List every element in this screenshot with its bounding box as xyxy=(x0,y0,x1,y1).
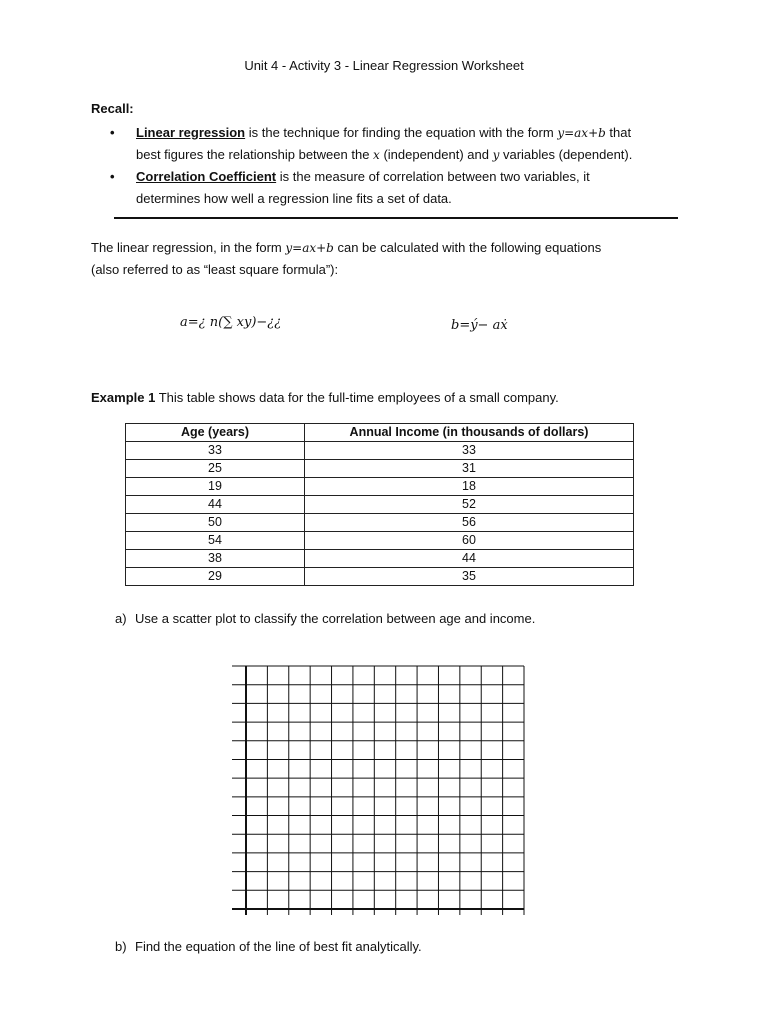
table-row: 19 18 xyxy=(126,478,634,496)
definition-text: variables (dependent). xyxy=(499,147,633,162)
table-row: 25 31 xyxy=(126,460,634,478)
intro-paragraph xyxy=(91,237,691,281)
intro-text: (also referred to as “least square formula”): xyxy=(91,262,339,277)
intro-text: The linear regression, in the form xyxy=(91,240,286,255)
definition-text: is the measure of correlation between two variables, it xyxy=(276,169,590,184)
question-a-label: a) xyxy=(115,611,127,626)
example-heading xyxy=(91,390,559,405)
divider xyxy=(114,217,678,219)
definition-text: that xyxy=(605,125,632,140)
table-row: 38 44 xyxy=(126,550,634,568)
question-b xyxy=(115,939,422,954)
grid-lines xyxy=(232,666,524,915)
question-a xyxy=(115,611,535,626)
table-row: 29 35 xyxy=(126,568,634,586)
table-row: 44 52 xyxy=(126,496,634,514)
recall-list xyxy=(110,122,690,210)
recall-heading: Recall: xyxy=(91,101,134,116)
definition-text: best figures the relationship between the xyxy=(136,147,374,162)
bullet-icon: • xyxy=(110,169,115,184)
header-age: Age (years) xyxy=(126,424,305,442)
bullet-icon: • xyxy=(110,125,115,140)
question-a-text: Use a scatter plot to classify the correlation between age and income. xyxy=(135,611,536,626)
recall-item-correlation xyxy=(110,166,690,210)
definition-text: is the technique for finding the equation with the form xyxy=(245,125,558,140)
intro-equation: y=ax+b xyxy=(285,241,334,255)
y-variable: y xyxy=(492,148,500,162)
term-linear-regression: Linear regression xyxy=(136,125,246,140)
definition-text: (independent) and xyxy=(379,147,493,162)
formula-b: b=ý− aẋ xyxy=(451,318,508,333)
x-variable: x xyxy=(373,148,380,162)
header-income: Annual Income (in thousands of dollars) xyxy=(305,424,634,442)
definition-text: determines how well a regression line fits a set of data. xyxy=(136,191,452,206)
recall-item-linear-regression xyxy=(110,122,690,166)
intro-text: can be calculated with the following equations xyxy=(333,240,602,255)
equation-form: y=ax+b xyxy=(557,126,606,140)
table-row: 33 33 xyxy=(126,442,634,460)
page-title: Unit 4 - Activity 3 - Linear Regression Worksheet xyxy=(244,58,524,73)
question-b-label: b) xyxy=(115,939,127,954)
term-correlation-coefficient: Correlation Coefficient xyxy=(136,169,277,184)
table-header-row xyxy=(126,424,634,442)
formula-a: a=¿ n(∑ xy)−¿¿ xyxy=(180,315,282,330)
example-text: This table shows data for the full-time employees of a small company. xyxy=(155,390,559,405)
blank-scatter-grid[interactable] xyxy=(228,660,528,918)
question-b-text: Find the equation of the line of best fit analytically. xyxy=(135,939,422,954)
employee-data-table xyxy=(125,423,634,586)
table-row: 50 56 xyxy=(126,514,634,532)
example-label: Example 1 xyxy=(91,390,156,405)
table-row: 54 60 xyxy=(126,532,634,550)
